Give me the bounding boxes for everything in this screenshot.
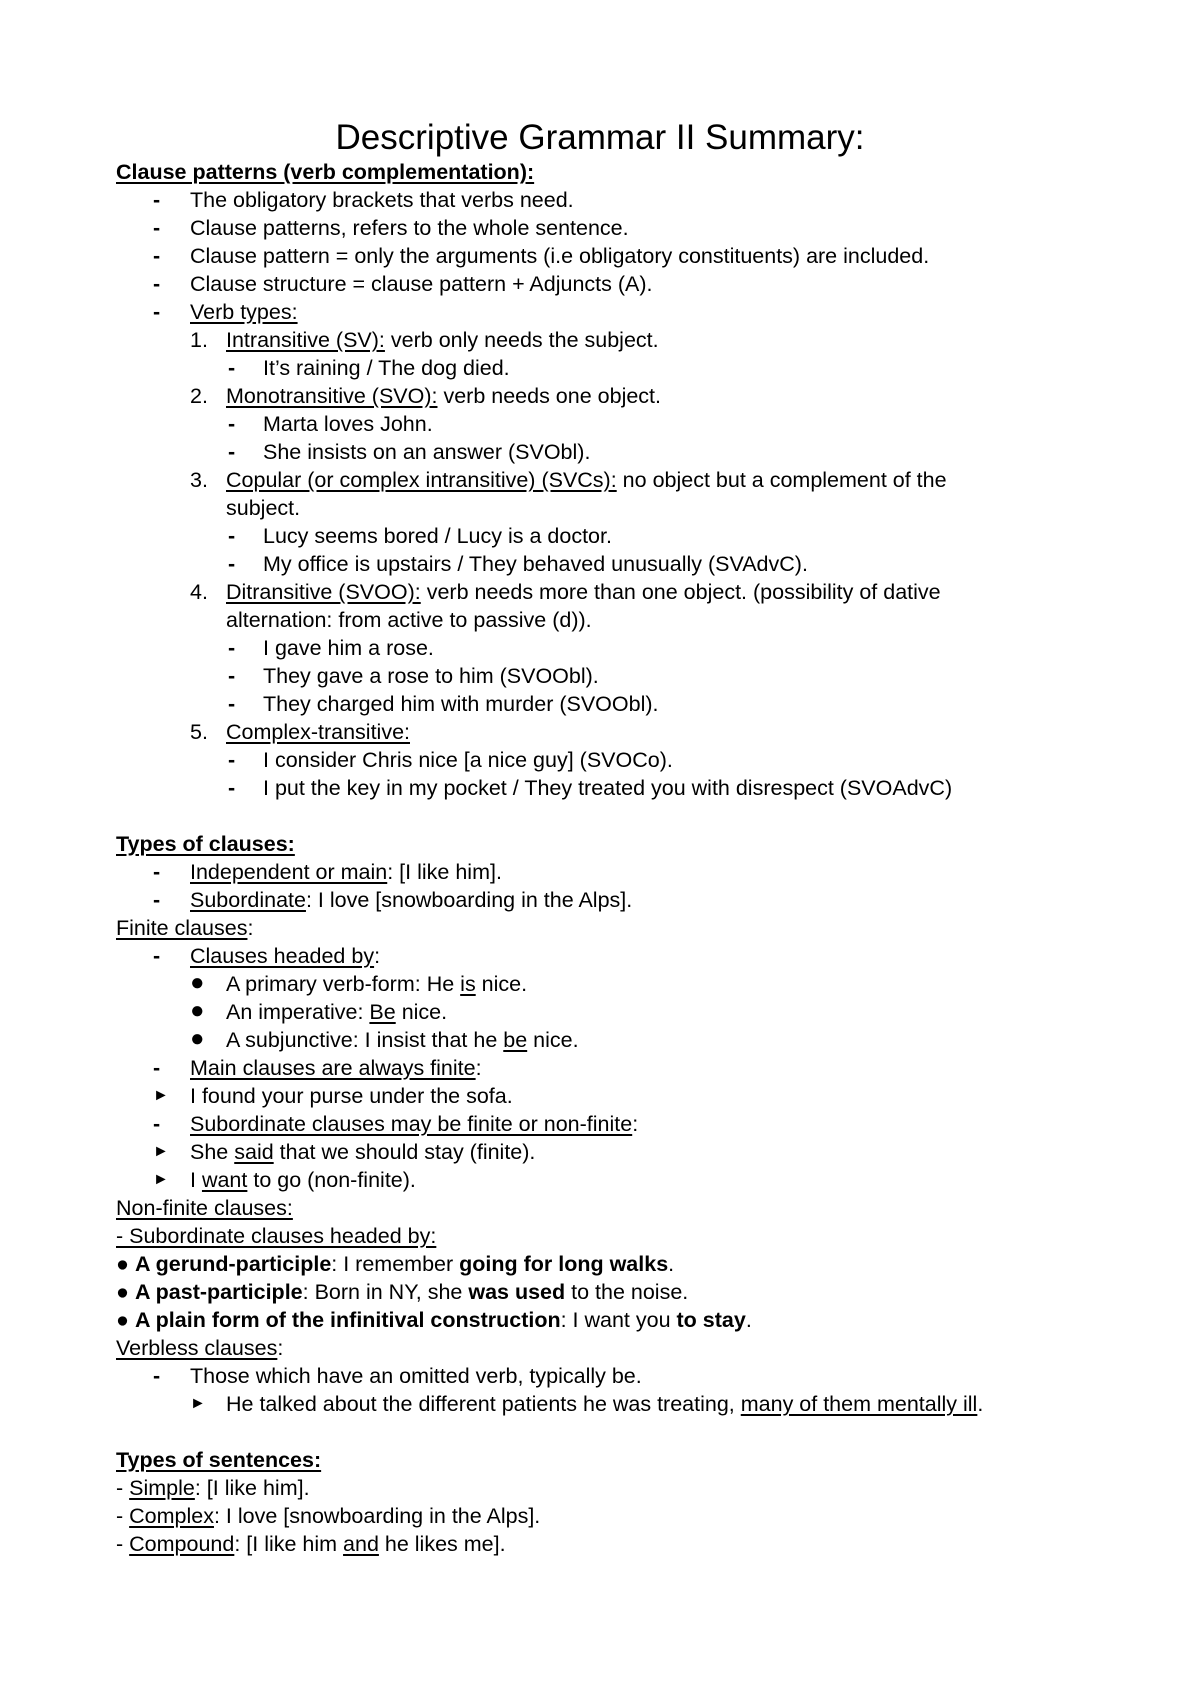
verb-type-example: They gave a rose to him (SVOObl). xyxy=(263,664,599,688)
item-bold-example: going for long walks xyxy=(459,1252,669,1276)
verb-type-name: Complex-transitive: xyxy=(226,720,410,744)
example-post: to go (non-finite). xyxy=(247,1168,416,1192)
verb-type-example: I gave him a rose. xyxy=(263,636,434,660)
finite-clauses-line xyxy=(116,914,253,942)
verb-type-example: She insists on an answer (SVObl). xyxy=(263,440,591,464)
subordinate-label: Subordinate xyxy=(190,888,306,912)
subordinate-finite-colon: : xyxy=(632,1112,639,1136)
verb-types-label: Verb types: xyxy=(190,300,298,324)
item-underlined: be xyxy=(503,1028,528,1052)
subordinate-example xyxy=(190,1166,416,1194)
complex-text: : I love [snowboarding in the Alps]. xyxy=(213,1504,541,1528)
item-post: nice. xyxy=(527,1028,579,1052)
page-title: Descriptive Grammar II Summary: xyxy=(335,118,865,157)
bullet-dot-icon: ● xyxy=(190,1025,205,1052)
arrow-bullet-icon: ► xyxy=(153,1087,169,1104)
verb-type-name: Ditransitive (SVOO): xyxy=(226,580,421,604)
clause-pattern-point: Clause patterns, refers to the whole sentence. xyxy=(190,216,629,240)
dash-marker: - xyxy=(153,300,161,324)
section-heading-types-of-clauses: Types of clauses: xyxy=(116,832,295,856)
item-end: to the noise. xyxy=(565,1280,689,1304)
example-underlined: many of them mentally ill xyxy=(740,1392,978,1416)
verb-type-line xyxy=(226,326,659,354)
dash-marker: - xyxy=(228,776,236,800)
headed-by-label: Clauses headed by xyxy=(190,944,375,968)
hyphen-marker: - xyxy=(116,1476,130,1500)
dash-marker: - xyxy=(228,440,236,464)
dash-marker: - xyxy=(153,272,161,296)
nonfinite-subordinate-label: - Subordinate clauses headed by: xyxy=(116,1224,437,1248)
clause-type-independent xyxy=(190,858,502,886)
verb-type-example: I put the key in my pocket / They treated you with disrespect (SVOAdvC) xyxy=(263,776,953,800)
dash-marker: - xyxy=(228,748,236,772)
verb-type-number: 3. xyxy=(190,468,208,492)
nonfinite-clauses-label: Non-finite clauses: xyxy=(116,1196,293,1220)
subordinate-example xyxy=(190,1138,535,1166)
bullet-dot-icon: ● xyxy=(190,969,205,996)
verb-type-desc: verb needs more than one object. (possibility of dative xyxy=(420,580,941,604)
example-post: that we should stay (finite). xyxy=(273,1140,536,1164)
dash-marker: - xyxy=(153,860,161,884)
verb-type-example: They charged him with murder (SVOObl). xyxy=(263,692,659,716)
bullet-dot-icon: ● xyxy=(116,1280,135,1304)
example-pre: She xyxy=(190,1140,235,1164)
item-mid: : Born in NY, she xyxy=(302,1280,469,1304)
simple-label: Simple xyxy=(129,1476,195,1500)
independent-text: : [I like him]. xyxy=(387,860,502,884)
item-end: . xyxy=(745,1308,752,1332)
item-underlined: Be xyxy=(369,1000,396,1024)
bullet-dot-icon: ● xyxy=(190,997,205,1024)
verbless-clauses-line xyxy=(116,1334,283,1362)
verb-type-number: 4. xyxy=(190,580,208,604)
verb-type-desc: no object but a complement of the xyxy=(616,468,947,492)
example-underlined: said xyxy=(234,1140,274,1164)
item-bold: A gerund-participle xyxy=(134,1252,332,1276)
item-end: . xyxy=(668,1252,675,1276)
item-mid: : I remember xyxy=(331,1252,460,1276)
subordinate-finite-line xyxy=(190,1110,638,1138)
headed-by-item xyxy=(226,998,447,1026)
arrow-bullet-icon: ► xyxy=(190,1395,206,1412)
example-pre: I xyxy=(190,1168,202,1192)
compound-and: and xyxy=(343,1532,379,1556)
dash-marker: - xyxy=(153,1056,161,1080)
finite-colon: : xyxy=(247,916,254,940)
verbless-colon: : xyxy=(277,1336,284,1360)
hyphen-marker: - xyxy=(116,1532,130,1556)
simple-text: : [I like him]. xyxy=(194,1476,310,1500)
section-heading-clause-patterns: Clause patterns (verb complementation): xyxy=(116,160,535,184)
clause-type-subordinate xyxy=(190,886,632,914)
arrow-bullet-icon: ► xyxy=(153,1171,169,1188)
bullet-dot-icon: ● xyxy=(116,1308,135,1332)
main-clause-example: I found your purse under the sofa. xyxy=(190,1084,513,1108)
item-underlined: is xyxy=(460,972,476,996)
verb-type-number: 5. xyxy=(190,720,208,744)
example-pre: He talked about the different patients he was treating, xyxy=(226,1392,741,1416)
item-post: nice. xyxy=(395,1000,448,1024)
clause-pattern-point: Clause structure = clause pattern + Adjuncts (A). xyxy=(190,272,653,296)
sentence-type-complex xyxy=(116,1502,540,1530)
verb-type-desc: verb needs one object. xyxy=(437,384,661,408)
item-mid: : I want you xyxy=(560,1308,677,1332)
headed-by-line xyxy=(190,942,380,970)
item-bold-example: was used xyxy=(468,1280,566,1304)
subordinate-text: : I love [snowboarding in the Alps]. xyxy=(305,888,633,912)
verb-type-number: 2. xyxy=(190,384,208,408)
arrow-bullet-icon: ► xyxy=(153,1143,169,1160)
dash-marker: - xyxy=(153,1112,161,1136)
verb-type-example: Marta loves John. xyxy=(263,412,433,436)
compound-label: Compound xyxy=(129,1532,235,1556)
verb-type-example: I consider Chris nice [a nice guy] (SVOCo). xyxy=(263,748,673,772)
dash-marker: - xyxy=(153,188,161,212)
main-clauses-colon: : xyxy=(475,1056,482,1080)
item-bold-example: to stay xyxy=(676,1308,746,1332)
item-bold: A past-participle xyxy=(134,1280,303,1304)
dash-marker: - xyxy=(153,888,161,912)
item-pre: An imperative: xyxy=(226,1000,370,1024)
dash-marker: - xyxy=(228,636,236,660)
sentence-type-simple xyxy=(116,1474,310,1502)
verb-type-line xyxy=(226,466,947,494)
verb-type-example: My office is upstairs / They behaved unusually (SVAdvC). xyxy=(263,552,808,576)
bullet-dot-icon: ● xyxy=(116,1252,135,1276)
complex-label: Complex xyxy=(129,1504,214,1528)
hyphen-marker: - xyxy=(116,1504,130,1528)
compound-text-2: he likes me]. xyxy=(378,1532,506,1556)
dash-marker: - xyxy=(228,524,236,548)
dash-marker: - xyxy=(228,412,236,436)
verb-type-name: Copular (or complex intransitive) (SVCs): xyxy=(226,468,617,492)
dash-marker: - xyxy=(153,1364,161,1388)
nonfinite-item xyxy=(116,1306,752,1334)
dash-marker: - xyxy=(153,944,161,968)
independent-label: Independent or main xyxy=(190,860,388,884)
verb-type-line xyxy=(226,718,410,746)
item-pre: A primary verb-form: He xyxy=(226,972,461,996)
item-post: nice. xyxy=(475,972,528,996)
verb-type-line xyxy=(226,578,941,606)
verb-type-name: Monotransitive (SVO): xyxy=(226,384,438,408)
subordinate-finite-label: Subordinate clauses may be finite or non-finite xyxy=(190,1112,633,1136)
clause-pattern-point: The obligatory brackets that verbs need. xyxy=(190,188,574,212)
verb-type-desc-cont: alternation: from active to passive (d)). xyxy=(226,608,592,632)
dash-marker: - xyxy=(153,244,161,268)
verbless-description: Those which have an omitted verb, typically be. xyxy=(190,1364,642,1388)
headed-by-item xyxy=(226,1026,579,1054)
main-clauses-label: Main clauses are always finite xyxy=(190,1056,476,1080)
nonfinite-item xyxy=(116,1278,688,1306)
dash-marker: - xyxy=(228,664,236,688)
main-clauses-line xyxy=(190,1054,482,1082)
dash-marker: - xyxy=(228,692,236,716)
dash-marker: - xyxy=(153,216,161,240)
verb-type-example: Lucy seems bored / Lucy is a doctor. xyxy=(263,524,612,548)
verb-type-desc-cont: subject. xyxy=(226,496,301,520)
verb-type-name: Intransitive (SV): xyxy=(226,328,385,352)
verbless-clauses-label: Verbless clauses xyxy=(116,1336,278,1360)
dash-marker: - xyxy=(228,356,236,380)
verb-type-number: 1. xyxy=(190,328,208,352)
clause-pattern-point: Clause pattern = only the arguments (i.e obligatory constituents) are included. xyxy=(190,244,930,268)
verb-type-desc: verb only needs the subject. xyxy=(384,328,659,352)
compound-text-1: : [I like him xyxy=(234,1532,344,1556)
verbless-example xyxy=(226,1390,983,1418)
nonfinite-item xyxy=(116,1250,674,1278)
verb-type-example: It’s raining / The dog died. xyxy=(263,356,510,380)
section-heading-types-of-sentences: Types of sentences: xyxy=(116,1448,322,1472)
example-underlined: want xyxy=(201,1168,248,1192)
headed-by-colon: : xyxy=(374,944,381,968)
verb-type-line xyxy=(226,382,661,410)
dash-marker: - xyxy=(228,552,236,576)
headed-by-item xyxy=(226,970,527,998)
sentence-type-compound xyxy=(116,1530,506,1558)
item-bold: A plain form of the infinitival construction xyxy=(134,1308,561,1332)
example-post: . xyxy=(977,1392,984,1416)
item-pre: A subjunctive: I insist that he xyxy=(226,1028,504,1052)
finite-clauses-label: Finite clauses xyxy=(116,916,248,940)
